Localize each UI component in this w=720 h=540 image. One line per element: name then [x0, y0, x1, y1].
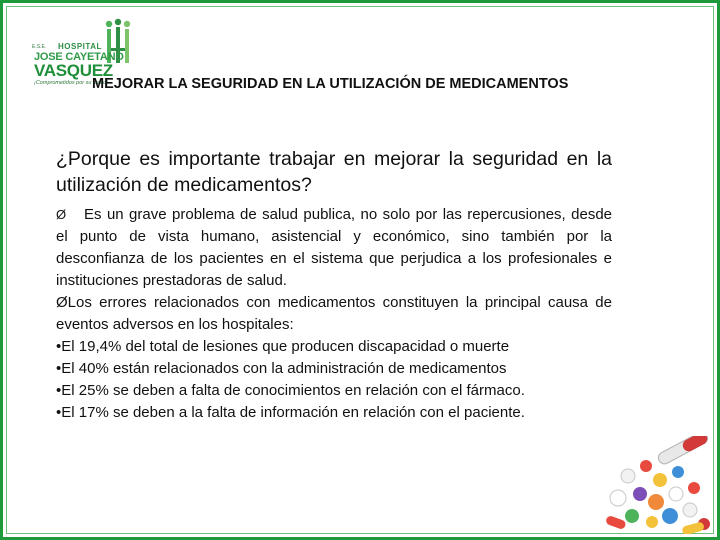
- list-item: •El 25% se deben a falta de conocimientos en relación con el fármaco.: [56, 382, 525, 399]
- logo-hospital-text: HOSPITAL: [58, 42, 102, 51]
- paragraph-errors-text: Los errores relacionados con medicamentos constituyen la principal causa de eventos adversos en los hospitales:: [56, 294, 612, 333]
- arrow-bullet-icon: Ø: [56, 207, 67, 222]
- pills-image: [598, 436, 714, 534]
- paragraph-problem-text: Es un grave problema de salud publica, no solo por las repercusiones, desde el punto de vista humano, asistencial y económico, sino también por la desconfianza de los pacientes en el sistema que perjudica a los profesionales e instituciones prestadoras de salud.: [56, 206, 612, 289]
- logo-name-line2: VASQUEZ: [34, 61, 113, 80]
- logo-tagline: ¡Comprometidos por su salud!: [34, 80, 108, 86]
- slide-title: MEJORAR LA SEGURIDAD EN LA UTILIZACIÓN DE MEDICAMENTOS: [92, 76, 569, 92]
- logo-ese-text: E.S.E.: [32, 44, 47, 50]
- arrow-bullet-icon: Ø: [56, 294, 68, 311]
- list-item: •El 40% están relacionados con la administración de medicamentos: [56, 360, 507, 377]
- slide-body: [56, 146, 612, 424]
- paragraph-problem: [56, 204, 612, 292]
- paragraph-errors: [56, 292, 612, 336]
- list-item: •El 17% se deben a la falta de información en relación con el paciente.: [56, 404, 525, 421]
- logo-name-line1: JOSE CAYETANO: [34, 51, 124, 63]
- question-heading: ¿Porque es importante trabajar en mejorar la seguridad en la utilización de medicamentos?: [56, 148, 612, 196]
- list-item: •El 19,4% del total de lesiones que producen discapacidad o muerte: [56, 338, 510, 355]
